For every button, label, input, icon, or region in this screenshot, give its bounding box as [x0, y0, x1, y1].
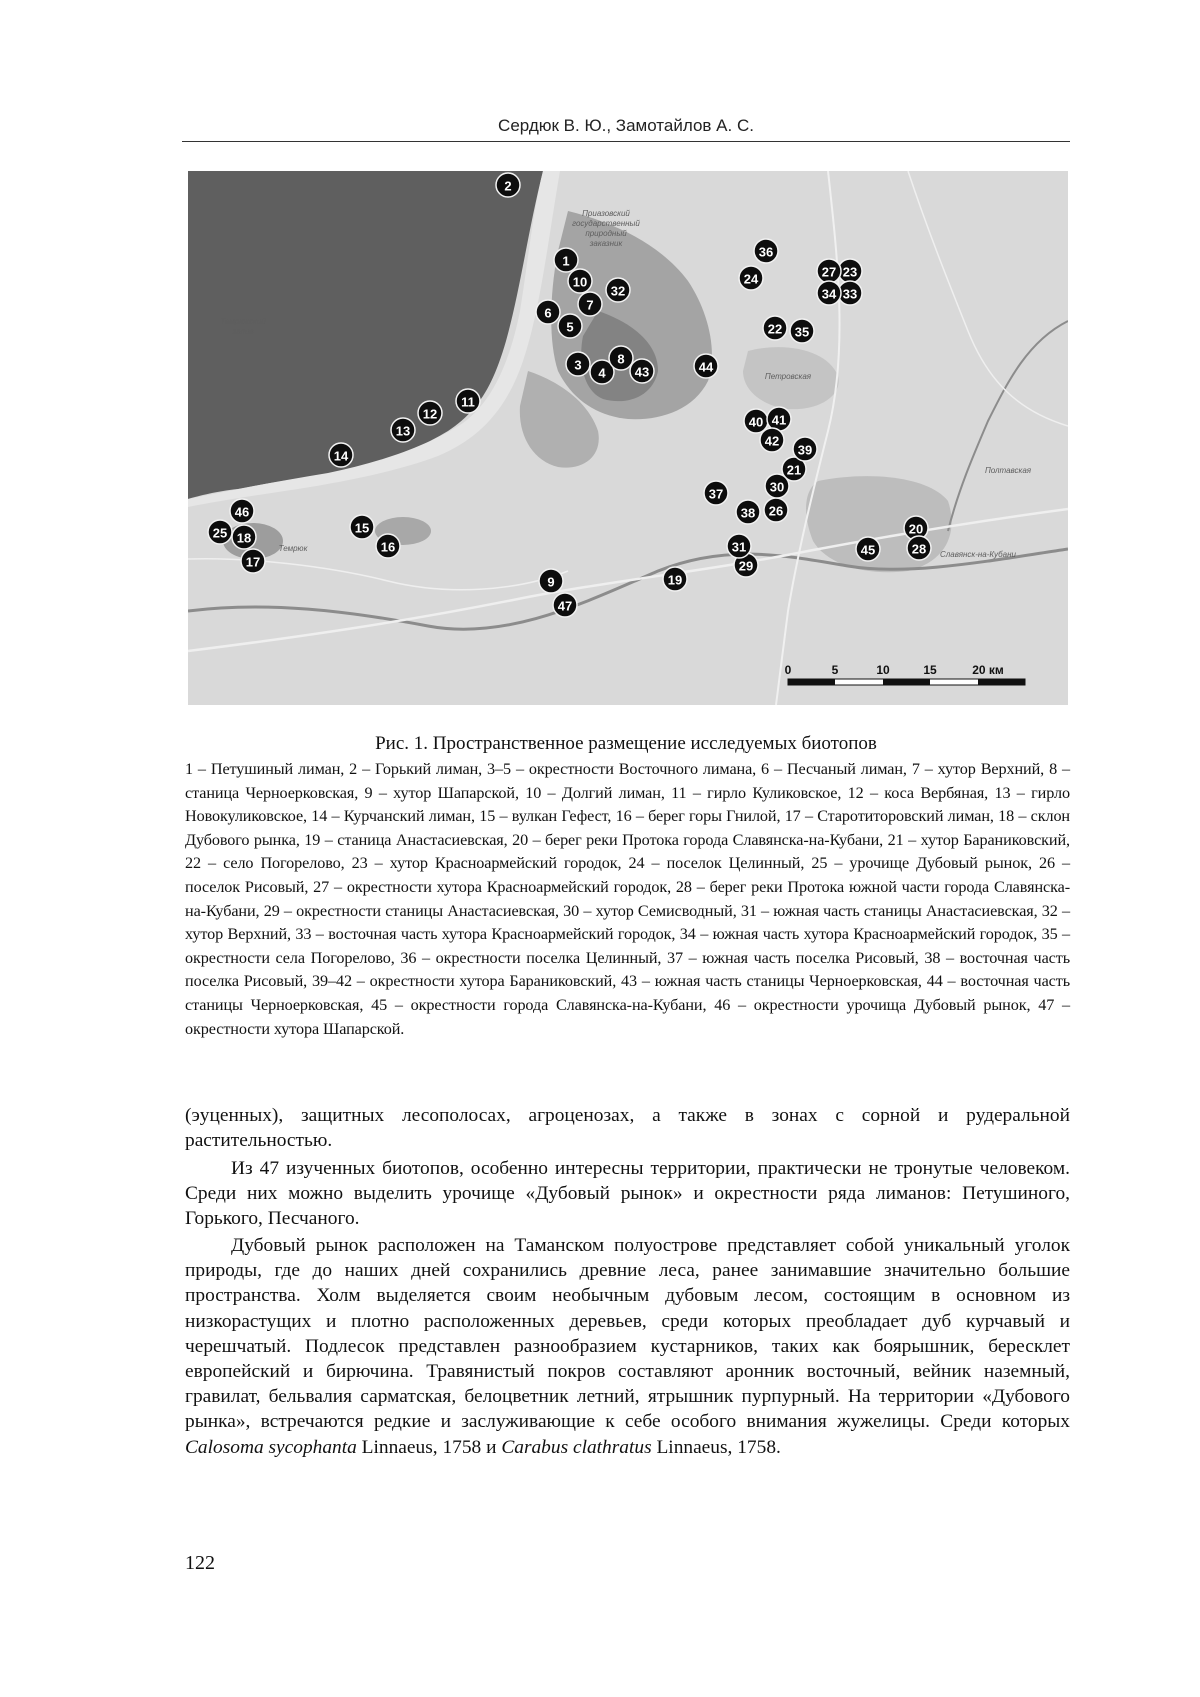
running-header: Сердюк В. Ю., Замотайлов А. С.: [498, 116, 754, 135]
site-marker-label: 12: [422, 406, 438, 422]
site-marker-28: [907, 536, 931, 560]
site-marker-label: 23: [842, 264, 858, 280]
site-marker-label: 1: [562, 253, 570, 269]
site-marker-label: 15: [354, 520, 370, 536]
site-marker-19: [663, 567, 687, 591]
site-marker-43: [630, 359, 654, 383]
site-marker-44: [694, 354, 718, 378]
site-marker-label: 25: [212, 525, 228, 541]
study-area-map: [188, 171, 1068, 705]
paragraph-1: (эуценных), защитных лесополосах, агроценозах, а также в зонах с сорной и рудеральной растительностью.: [185, 1105, 1070, 1152]
site-marker-label: 38: [740, 505, 756, 521]
site-marker-label: 29: [738, 558, 754, 574]
scale-label-5: 5: [831, 663, 839, 677]
site-marker-label: 43: [634, 364, 650, 380]
site-marker-40: [744, 409, 768, 433]
site-marker-32: [606, 278, 630, 302]
site-marker-5: [558, 314, 582, 338]
site-marker-label: 27: [821, 264, 837, 280]
site-marker-label: 6: [544, 305, 552, 321]
figure-caption-title: Рис. 1. Пространственное размещение исследуемых биотопов: [375, 733, 877, 754]
label-gulf-1: Темрюкский: [220, 317, 266, 326]
site-marker-37: [704, 481, 728, 505]
site-marker-31: [727, 534, 751, 558]
site-marker-34: [817, 281, 841, 305]
site-marker-7: [578, 292, 602, 316]
scale-label-10: 10: [876, 663, 890, 677]
site-marker-label: 33: [842, 286, 858, 302]
scale-label-15: 15: [923, 663, 937, 677]
site-marker-label: 45: [860, 542, 876, 558]
site-marker-label: 8: [617, 351, 625, 367]
site-marker-label: 28: [911, 541, 927, 557]
site-marker-label: 35: [794, 324, 810, 340]
header-rule: [182, 141, 1070, 142]
site-marker-label: 22: [767, 321, 783, 337]
site-marker-label: 32: [610, 283, 626, 299]
site-marker-3: [566, 352, 590, 376]
label-gulf-2: залив: [232, 327, 254, 336]
site-marker-25: [208, 520, 232, 544]
site-marker-label: 39: [797, 442, 813, 458]
site-marker-label: 31: [731, 539, 747, 555]
species-calosoma: Calosoma sycophanta: [185, 1436, 357, 1458]
label-reserve-2: государственный: [572, 219, 640, 228]
site-marker-label: 37: [708, 486, 724, 502]
site-marker-label: 10: [572, 274, 588, 290]
site-marker-17: [241, 549, 265, 573]
site-marker-label: 21: [786, 462, 802, 478]
site-marker-38: [736, 500, 760, 524]
site-marker-label: 4: [598, 365, 606, 381]
site-marker-1: [554, 248, 578, 272]
site-marker-13: [391, 418, 415, 442]
site-marker-label: 41: [771, 412, 787, 428]
figure-caption-legend: 1 – Петушиный лиман, 2 – Горький лиман, 3–5 – окрестности Восточного лимана, 6 – Песчаный лиман, 7 – хутор Верхний, 8 – станица Черноерковская, 9 – хутор Шапарской, 10 – Долгий лиман, 11 – гирло Куликовское, 12 – коса Вербяная, 13 – гирло Новокуликовское, 14 – Курчанский лиман, 15 – вулкан Гефест, 16 – берег горы Гнилой, 17 – Старотиторовский лиман, 18 – склон Дубового рынка, 19 – станица Анастасиевская, 20 – берег реки Протока города Славянска-на-Кубани, 21 – хутор Бараниковский, 22 – село Погорелово, 23 – хутор Красноармейский городок, 24 – поселок Целинный, 25 – урочище Дубовый рынок, 26 – поселок Рисовый, 27 – окрестности хутора Красноармейский городок, 28 – берег реки Протока южной части города Славянска-на-Кубани, 29 – окрестности станицы Анастасиевская, 30 – хутор Семисводный, 31 – южная часть станицы Анастасиевская, 32 – хутор Верхний, 33 – восточная часть хутора Красноармейский городок, 34 – южная часть хутора Красноармейский городок, 35 – окрестности села Погорелово, 36 – окрестности поселка Целинный, 37 – южная часть поселка Рисовый, 38 – восточная часть поселка Рисовый, 39–42 – окрестности хутора Бараниковский, 43 – южная часть станицы Черноерковская, 44 – восточная часть станицы Черноерковская, 45 – окрестности города Славянска-на-Кубани, 46 – окрестности урочища Дубовый рынок, 47 – окрестности хутора Шапарской.: [185, 760, 1070, 1038]
site-marker-label: 46: [234, 504, 250, 520]
site-marker-11: [456, 389, 480, 413]
site-marker-label: 14: [333, 448, 349, 464]
site-marker-36: [754, 239, 778, 263]
site-marker-label: 9: [547, 574, 555, 590]
site-marker-label: 24: [743, 271, 759, 287]
site-marker-label: 26: [768, 503, 784, 519]
site-marker-15: [350, 515, 374, 539]
site-marker-35: [790, 319, 814, 343]
site-marker-label: 42: [764, 433, 780, 449]
site-marker-26: [764, 498, 788, 522]
site-marker-label: 34: [821, 286, 837, 302]
map-svg: [188, 171, 1068, 705]
page-number: 122: [185, 1552, 215, 1574]
scale-label-20km: 20 км: [972, 663, 1004, 677]
label-city: Славянск-на-Кубани: [940, 550, 1016, 559]
site-marker-label: 47: [557, 598, 573, 614]
site-marker-6: [536, 300, 560, 324]
site-marker-24: [739, 266, 763, 290]
site-marker-18: [232, 525, 256, 549]
paragraph-3-mid: Linnaeus, 1758 и: [356, 1436, 502, 1458]
site-marker-22: [763, 316, 787, 340]
paragraph-3-text: Дубовый рынок расположен на Таманском полуострове представляет собой уникальный уголок природы, где до наших дней сохранились древние леса, ранее занимавшие значительно большие пространства. Холм выделяется своим необычным дубовым лесом, состоящим в основном из низкорастущих и плотно расположенных деревьев, среди которых преобладает дуб курчавый и черешчатый. Подлесок представлен разнообразием кустарников, таких как боярышник, бересклет европейский и бирючина. Травянистый покров составляют аронник восточный, вейник наземный, гравилат, бельвалия сарматская, белоцветник летний, ятрышник пурпурный. На территории «Дубового рынка», встречаются редкие и заслуживающие к себе особого внимания жужелицы. Среди которых: [185, 1235, 1070, 1433]
site-marker-27: [817, 259, 841, 283]
site-marker-45: [856, 537, 880, 561]
site-marker-46: [230, 499, 254, 523]
site-marker-label: 13: [395, 423, 411, 439]
site-marker-label: 30: [769, 479, 785, 495]
site-marker-39: [793, 437, 817, 461]
scale-label-0: 0: [784, 663, 792, 677]
site-marker-label: 11: [461, 394, 475, 410]
species-carabus: Carabus clathratus: [501, 1436, 652, 1458]
label-reserve-3: природный: [585, 229, 627, 238]
site-marker-12: [418, 401, 442, 425]
site-marker-label: 44: [698, 359, 714, 375]
site-marker-label: 36: [758, 244, 774, 260]
label-temryuk: Темрюк: [278, 544, 308, 553]
label-reserve-1: Приазовский: [582, 209, 630, 218]
site-marker-8: [609, 346, 633, 370]
site-marker-label: 19: [667, 572, 683, 588]
site-marker-label: 18: [236, 530, 252, 546]
paragraph-3: [185, 1233, 1070, 1460]
site-marker-10: [568, 269, 592, 293]
site-marker-label: 20: [908, 521, 924, 537]
site-marker-label: 2: [504, 178, 512, 194]
site-marker-label: 5: [566, 319, 574, 335]
site-marker-label: 7: [586, 297, 594, 313]
label-poltavskaya: Полтавская: [984, 466, 1032, 475]
site-marker-30: [765, 474, 789, 498]
paragraph-2: Из 47 изученных биотопов, особенно интересны территории, практически не тронутые человеком. Среди них можно выделить урочище «Дубовый рынок» и окрестности ряда лиманов: Петушиного, Горького, Песчаного.: [185, 1158, 1070, 1230]
site-marker-2: [496, 173, 520, 197]
label-town: Петровская: [764, 372, 812, 381]
site-marker-label: 17: [245, 554, 261, 570]
site-marker-47: [553, 593, 577, 617]
label-reserve-4: заказник: [589, 239, 623, 248]
site-marker-label: 40: [748, 414, 764, 430]
paragraph-3-end: Linnaeus, 1758.: [651, 1436, 781, 1458]
site-marker-label: 16: [380, 539, 396, 555]
site-marker-42: [760, 428, 784, 452]
site-marker-14: [329, 443, 353, 467]
site-marker-label: 3: [574, 357, 582, 373]
site-marker-9: [539, 569, 563, 593]
site-marker-16: [376, 534, 400, 558]
